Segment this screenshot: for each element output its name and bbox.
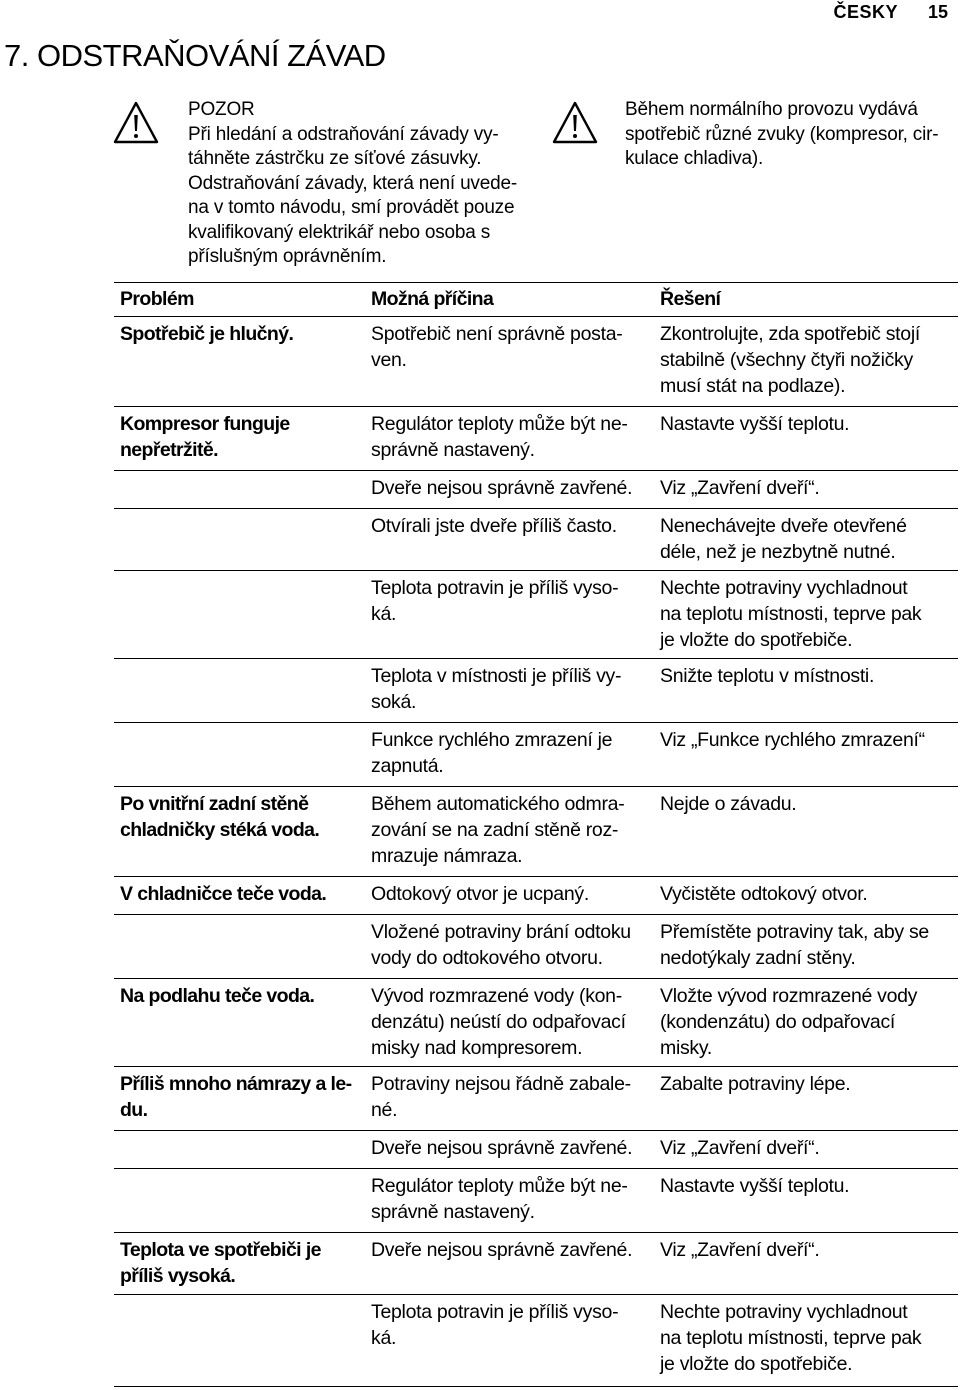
solution-line: Zabalte potraviny lépe. xyxy=(660,1073,851,1095)
table-rule xyxy=(114,1386,958,1387)
solution-line: Zkontrolujte, zda spotřebič stojí xyxy=(660,323,920,345)
cause-cell xyxy=(371,727,646,779)
table-rule xyxy=(114,658,958,659)
cause-line: Odtokový otvor je ucpaný. xyxy=(371,883,589,905)
warning-line: kulace chladiva). xyxy=(625,148,764,169)
problem-line: příliš vysoká. xyxy=(120,1265,236,1287)
cause-line: Spotřebič není správně posta- xyxy=(371,323,623,345)
problem-cell xyxy=(120,983,360,1009)
solution-cell xyxy=(660,321,958,399)
warning-line: příslušným oprávněním. xyxy=(188,246,387,267)
solution-line: (kondenzátu) do odpařovací xyxy=(660,1011,896,1033)
problem-line: du. xyxy=(120,1099,148,1121)
cause-line: soká. xyxy=(371,691,417,713)
cause-cell xyxy=(371,1173,646,1225)
warning-line: Při hledání a odstraňování závady vy- xyxy=(188,123,499,145)
cause-line: ven. xyxy=(371,349,407,371)
table-rule xyxy=(114,1066,958,1067)
solution-line: Nechte potraviny vychladnout xyxy=(660,1301,908,1323)
cause-line: Otvírali jste dveře příliš často. xyxy=(371,515,617,537)
cause-line: Během automatického odmra- xyxy=(371,793,625,815)
cause-cell xyxy=(371,575,646,627)
warning-box-caution xyxy=(112,98,532,270)
table-rule xyxy=(114,406,958,407)
cause-line: zování se na zadní stěně roz- xyxy=(371,819,619,841)
solution-line: Nechte potraviny vychladnout xyxy=(660,577,908,599)
problem-line: Spotřebič je hlučný. xyxy=(120,323,294,345)
solution-line: stabilně (všechny čtyři nožičky xyxy=(660,349,913,371)
solution-cell xyxy=(660,791,958,817)
cause-line: Regulátor teploty může být ne- xyxy=(371,413,628,435)
problem-line: Na podlahu teče voda. xyxy=(120,985,315,1007)
column-header-cause: Možná příčina xyxy=(371,288,494,310)
problem-line: V chladničce teče voda. xyxy=(120,883,327,905)
solution-line: na teplotu místnosti, teprve pak xyxy=(660,1327,922,1349)
cause-cell xyxy=(371,791,646,869)
solution-line: Vyčistěte odtokový otvor. xyxy=(660,883,868,905)
cause-line: Funkce rychlého zmrazení je xyxy=(371,729,613,751)
page-header xyxy=(833,2,948,23)
problem-line: Příliš mnoho námrazy a le- xyxy=(120,1073,352,1095)
problem-line: Po vnitřní zadní stěně xyxy=(120,793,309,815)
table-rule xyxy=(114,722,958,723)
cause-cell xyxy=(371,919,646,971)
solution-cell xyxy=(660,575,958,653)
table-rule xyxy=(114,1130,958,1131)
solution-line: Viz „Funkce rychlého zmrazení“ xyxy=(660,729,925,751)
solution-cell xyxy=(660,919,958,971)
cause-line: vody do odtokového otvoru. xyxy=(371,947,603,969)
problem-line: nepřetržitě. xyxy=(120,439,218,461)
solution-cell xyxy=(660,513,958,565)
problem-cell xyxy=(120,1071,360,1123)
cause-line: správně nastavený. xyxy=(371,439,535,461)
cause-line: né. xyxy=(371,1099,398,1121)
table-rule xyxy=(114,978,958,979)
cause-cell xyxy=(371,1135,646,1161)
solution-line: Přemístěte potraviny tak, aby se xyxy=(660,921,929,943)
chapter-title: 7. ODSTRAŇOVÁNÍ ZÁVAD xyxy=(4,38,386,73)
solution-line: na teplotu místnosti, teprve pak xyxy=(660,603,922,625)
cause-cell xyxy=(371,1071,646,1123)
solution-cell xyxy=(660,475,958,501)
warning-text xyxy=(625,98,938,172)
warning-line: Odstraňování závady, která není uvede- xyxy=(188,172,517,194)
solution-line: Viz „Zavření dveří“. xyxy=(660,1137,820,1159)
cause-cell xyxy=(371,321,646,373)
cause-line: denzátu) neústí do odpařovací xyxy=(371,1011,626,1033)
problem-cell xyxy=(120,321,360,347)
cause-line: Dveře nejsou správně zavřené. xyxy=(371,1239,633,1261)
solution-cell xyxy=(660,1173,958,1199)
solution-cell xyxy=(660,663,958,689)
warning-line: Během normálního provozu vydává xyxy=(625,99,918,120)
table-rule xyxy=(114,282,958,283)
column-header-solution: Řešení xyxy=(660,288,721,310)
solution-line: Nastavte vyšší teplotu. xyxy=(660,413,850,435)
cause-cell xyxy=(371,513,646,539)
cause-line: Regulátor teploty může být ne- xyxy=(371,1175,628,1197)
cause-line: Vložené potraviny brání odtoku xyxy=(371,921,631,943)
cause-line: misky nad kompresorem. xyxy=(371,1037,583,1059)
cause-line: správně nastavený. xyxy=(371,1201,535,1223)
cause-cell xyxy=(371,983,646,1061)
cause-line: mrazuje námraza. xyxy=(371,845,523,867)
solution-line: nedotýkaly zadní stěny. xyxy=(660,947,856,969)
table-rule xyxy=(114,914,958,915)
solution-line: Nastavte vyšší teplotu. xyxy=(660,1175,850,1197)
table-rule xyxy=(114,316,958,317)
language-label: ČESKY xyxy=(833,2,898,22)
warning-box-noise xyxy=(551,98,951,172)
solution-cell xyxy=(660,1071,958,1097)
solution-line: Nejde o závadu. xyxy=(660,793,797,815)
warning-triangle-icon xyxy=(112,100,160,146)
solution-cell xyxy=(660,1237,958,1263)
warning-heading: POZOR xyxy=(188,99,255,120)
cause-line: ká. xyxy=(371,1327,397,1349)
table-rule xyxy=(114,470,958,471)
cause-line: Dveře nejsou správně zavřené. xyxy=(371,477,633,499)
solution-line: je vložte do spotřebiče. xyxy=(660,1353,853,1375)
warning-line: kvalifikovaný elektrikář nebo osoba s xyxy=(188,221,491,243)
solution-line: Nenechávejte dveře otevřené xyxy=(660,515,907,537)
solution-line: déle, než je nezbytně nutné. xyxy=(660,541,896,563)
table-rule xyxy=(114,570,958,571)
problem-line: Teplota ve spotřebiči je xyxy=(120,1239,321,1261)
problem-line: Kompresor funguje xyxy=(120,413,290,435)
cause-cell xyxy=(371,881,646,907)
solution-cell xyxy=(660,881,958,907)
solution-line: Vložte vývod rozmrazené vody xyxy=(660,985,918,1007)
problem-line: chladničky stéká voda. xyxy=(120,819,320,841)
solution-cell xyxy=(660,983,958,1061)
column-header-problem: Problém xyxy=(120,288,194,310)
warning-line: spotřebič různé zvuky (kompresor, cir- xyxy=(625,123,939,145)
warning-triangle-icon xyxy=(551,100,599,146)
cause-line: Dveře nejsou správně zavřené. xyxy=(371,1137,633,1159)
cause-line: zapnutá. xyxy=(371,755,444,777)
solution-cell xyxy=(660,727,958,753)
table-rule xyxy=(114,1168,958,1169)
cause-line: Vývod rozmrazené vody (kon- xyxy=(371,985,622,1007)
table-rule xyxy=(114,1294,958,1295)
cause-line: Teplota potravin je příliš vyso- xyxy=(371,577,619,599)
solution-cell xyxy=(660,1299,958,1377)
table-rule xyxy=(114,876,958,877)
table-rule xyxy=(114,1232,958,1233)
cause-cell xyxy=(371,1299,646,1351)
problem-cell xyxy=(120,411,360,463)
solution-line: Viz „Zavření dveří“. xyxy=(660,477,820,499)
solution-cell xyxy=(660,1135,958,1161)
warning-line: táhněte zástrčku ze síťové zásuvky. xyxy=(188,148,482,169)
solution-cell xyxy=(660,411,958,437)
solution-line: Viz „Zavření dveří“. xyxy=(660,1239,820,1261)
cause-cell xyxy=(371,1237,646,1263)
solution-line: musí stát na podlaze). xyxy=(660,375,846,397)
problem-cell xyxy=(120,791,360,843)
cause-line: Potraviny nejsou řádně zabale- xyxy=(371,1073,631,1095)
table-rule xyxy=(114,508,958,509)
cause-line: ká. xyxy=(371,603,397,625)
problem-cell xyxy=(120,881,360,907)
solution-line: Snižte teplotu v místnosti. xyxy=(660,665,875,687)
problem-cell xyxy=(120,1237,360,1289)
cause-cell xyxy=(371,411,646,463)
solution-line: je vložte do spotřebiče. xyxy=(660,629,853,651)
warning-text xyxy=(188,98,517,270)
table-rule xyxy=(114,786,958,787)
cause-line: Teplota v místnosti je příliš vy- xyxy=(371,665,622,687)
cause-cell xyxy=(371,475,646,501)
cause-cell xyxy=(371,663,646,715)
cause-line: Teplota potravin je příliš vyso- xyxy=(371,1301,619,1323)
solution-line: misky. xyxy=(660,1037,712,1059)
page-number: 15 xyxy=(927,2,948,22)
warning-line: na v tomto návodu, smí provádět pouze xyxy=(188,197,515,218)
